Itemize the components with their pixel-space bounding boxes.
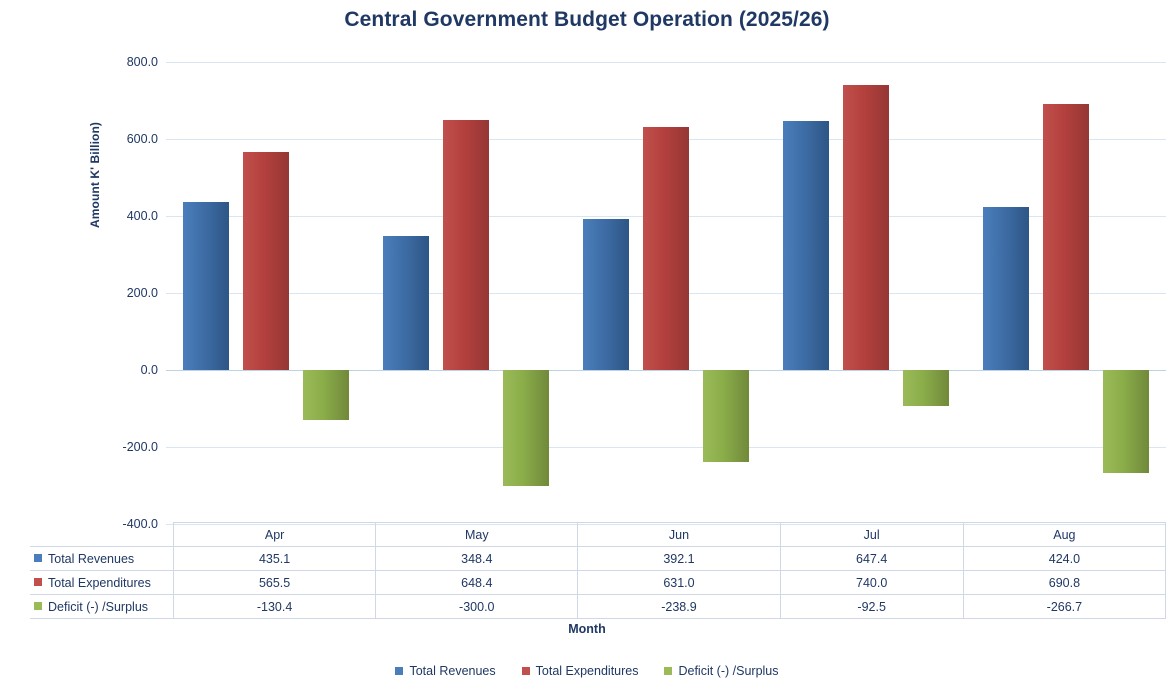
- chart-data-table: [30, 522, 1166, 619]
- bar: [183, 202, 229, 370]
- bar: [643, 127, 689, 370]
- bar: [1103, 370, 1149, 473]
- y-axis-tick-label: -200.0: [122, 440, 158, 454]
- table-row-label: Total Revenues: [48, 551, 135, 566]
- table-column-header: Apr: [174, 523, 376, 547]
- table-cell: 435.1: [174, 547, 376, 571]
- y-axis-tick-label: 0.0: [140, 363, 158, 377]
- bar: [243, 152, 289, 370]
- legend-item[interactable]: [522, 664, 639, 678]
- bar: [983, 207, 1029, 370]
- legend-swatch-icon: [395, 667, 403, 675]
- table-cell: -266.7: [963, 595, 1165, 619]
- table-column-header: May: [376, 523, 578, 547]
- bar: [843, 85, 889, 370]
- y-axis-tick-labels: [96, 55, 158, 531]
- legend-swatch-icon: [522, 667, 530, 675]
- plot-area: [166, 62, 1166, 524]
- legend-item-label: Deficit (-) /Surplus: [678, 664, 779, 678]
- data-table-body: [30, 523, 1166, 619]
- table-cell: 648.4: [376, 571, 578, 595]
- legend-swatch-icon: [34, 602, 42, 610]
- legend-swatch-icon: [664, 667, 672, 675]
- table-row-label: Total Expenditures: [48, 575, 151, 590]
- table-cell: 647.4: [780, 547, 963, 571]
- bar: [443, 120, 489, 370]
- y-axis-tick-label: 600.0: [126, 132, 158, 146]
- table-cell: 348.4: [376, 547, 578, 571]
- bar: [783, 121, 829, 370]
- table-row-label: Deficit (-) /Surplus: [48, 599, 149, 614]
- x-axis-title: Month: [568, 622, 606, 636]
- table-cell: -92.5: [780, 595, 963, 619]
- table-cell: -130.4: [174, 595, 376, 619]
- table-row-header: [30, 571, 174, 595]
- y-axis-tick-label: 800.0: [126, 55, 158, 69]
- table-cell: -300.0: [376, 595, 578, 619]
- legend-item[interactable]: [664, 664, 778, 678]
- table-cell: 740.0: [780, 571, 963, 595]
- bar: [703, 370, 749, 462]
- bar: [903, 370, 949, 406]
- legend-item[interactable]: [395, 664, 495, 678]
- table-column-header: Aug: [963, 523, 1165, 547]
- table-cell: 631.0: [578, 571, 780, 595]
- bar: [1043, 104, 1089, 370]
- table-row-header: [30, 595, 174, 619]
- table-corner-cell: [30, 523, 174, 547]
- table-row: [30, 571, 1166, 595]
- legend-swatch-icon: [34, 554, 42, 562]
- bar: [583, 219, 629, 370]
- y-axis-tick-label: -400.0: [122, 517, 158, 531]
- chart-legend: [0, 664, 1174, 678]
- table-header-row: [30, 523, 1166, 547]
- bar: [503, 370, 549, 486]
- chart-title: Central Government Budget Operation (2025/26): [344, 8, 830, 31]
- bar: [303, 370, 349, 420]
- legend-item-label: Total Expenditures: [535, 664, 639, 678]
- table-cell: 565.5: [174, 571, 376, 595]
- legend-swatch-icon: [34, 578, 42, 586]
- table-row-header: [30, 547, 174, 571]
- table-row: [30, 547, 1166, 571]
- legend-item-label: Total Revenues: [409, 664, 496, 678]
- table-row: [30, 595, 1166, 619]
- table-cell: 690.8: [963, 571, 1165, 595]
- table-cell: 424.0: [963, 547, 1165, 571]
- bar: [383, 236, 429, 370]
- table-column-header: Jun: [578, 523, 780, 547]
- gridline: [166, 62, 1166, 63]
- table-column-header: Jul: [780, 523, 963, 547]
- y-axis-tick-label: 400.0: [126, 209, 158, 223]
- table-cell: -238.9: [578, 595, 780, 619]
- gridline: [166, 447, 1166, 448]
- y-axis-title: Amount K' Billion): [88, 122, 102, 228]
- table-cell: 392.1: [578, 547, 780, 571]
- y-axis-tick-label: 200.0: [126, 286, 158, 300]
